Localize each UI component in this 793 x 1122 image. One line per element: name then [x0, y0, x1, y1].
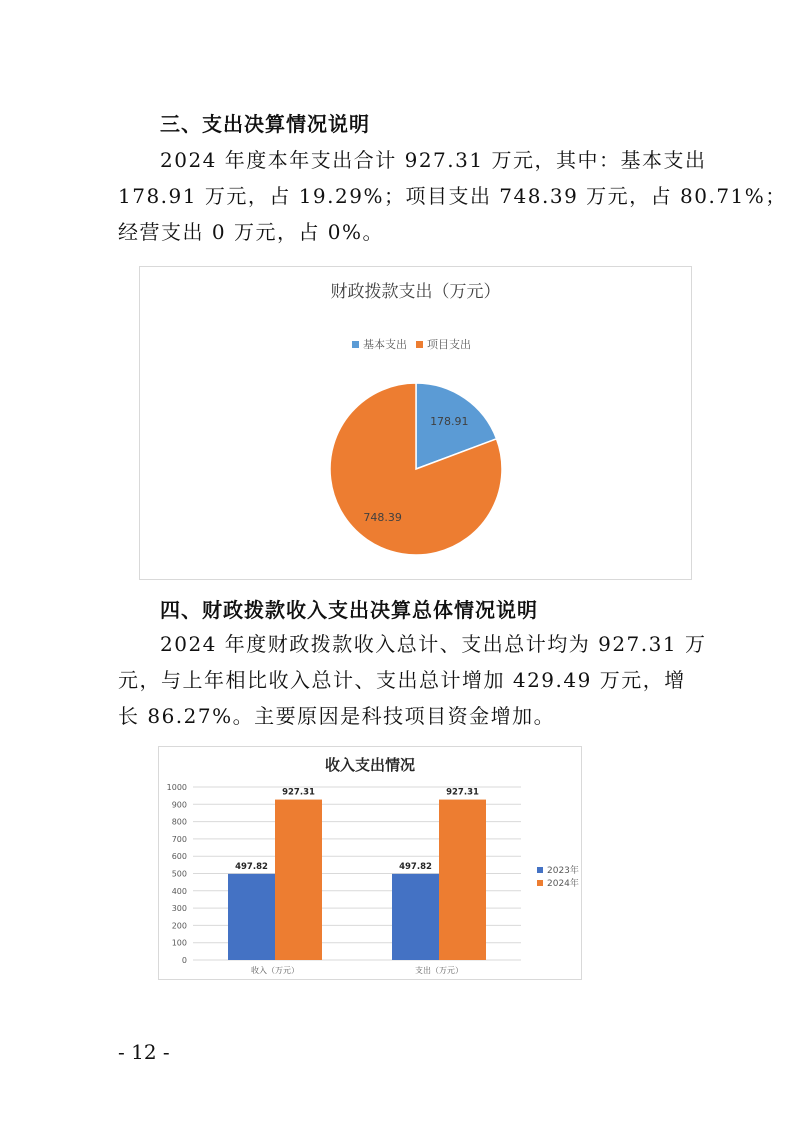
y-tick-label: 1000: [166, 783, 187, 792]
legend-label: 2023年: [547, 866, 579, 876]
bar: [392, 874, 439, 960]
bar: [228, 874, 275, 960]
bar: [439, 800, 486, 960]
bar-data-label: 927.31: [282, 787, 315, 798]
section-heading-fiscal-overview: 四、财政拨款收入支出决算总体情况说明: [160, 598, 538, 622]
y-tick-label: 100: [171, 938, 187, 948]
bar-chart-container: [158, 746, 582, 980]
paragraph-fiscal-overview: [118, 626, 707, 734]
y-tick-label: 800: [171, 817, 187, 827]
paragraph-line: 元，与上年相比收入总计、支出总计增加 429.49 万元，增: [118, 668, 686, 692]
y-tick-label: 500: [171, 869, 187, 879]
pie-chart-container: [139, 266, 692, 580]
paragraph-line: 2024 年度本年支出合计 927.31 万元，其中：基本支出: [160, 148, 707, 172]
x-tick-label: 收入（万元）: [251, 966, 299, 975]
x-tick-label: 支出（万元）: [415, 966, 463, 975]
bar-data-label: 497.82: [235, 861, 268, 872]
bar: [275, 800, 322, 960]
legend-label: 项目支出: [427, 338, 471, 351]
y-tick-label: 200: [171, 921, 187, 931]
paragraph-line: 经营支出 0 万元，占 0%。: [118, 220, 385, 244]
pie-data-label: 178.91: [430, 414, 469, 428]
page-number: - 12 -: [118, 1040, 170, 1064]
pie-chart-title: 财政拨款支出（万元）: [330, 282, 501, 302]
paragraph-line: 2024 年度财政拨款收入总计、支出总计均为 927.31 万: [160, 632, 707, 656]
paragraph-line: 长 86.27%。主要原因是科技项目资金增加。: [118, 704, 556, 728]
bar-chart-title: 收入支出情况: [324, 756, 415, 774]
legend-label: 2024年: [547, 879, 579, 889]
paragraph-line: 178.91 万元，占 19.29%；项目支出 748.39 万元，占 80.71%；: [118, 184, 787, 208]
y-tick-label: 0: [181, 956, 187, 965]
pie-chart-svg: [140, 267, 691, 579]
y-tick-label: 600: [171, 852, 187, 862]
paragraph-expenditure: [118, 142, 787, 250]
section-heading-expenditure: 三、支出决算情况说明: [160, 112, 370, 136]
y-tick-label: 700: [171, 834, 187, 844]
bar-data-label: 497.82: [399, 861, 432, 872]
y-tick-label: 300: [171, 904, 187, 914]
y-tick-label: 400: [171, 886, 187, 896]
pie-data-label: 748.39: [363, 511, 402, 525]
bar-chart-svg: [159, 747, 581, 979]
bar-data-label: 927.31: [446, 787, 479, 798]
y-tick-label: 900: [171, 800, 187, 810]
legend-label: 基本支出: [363, 338, 407, 351]
